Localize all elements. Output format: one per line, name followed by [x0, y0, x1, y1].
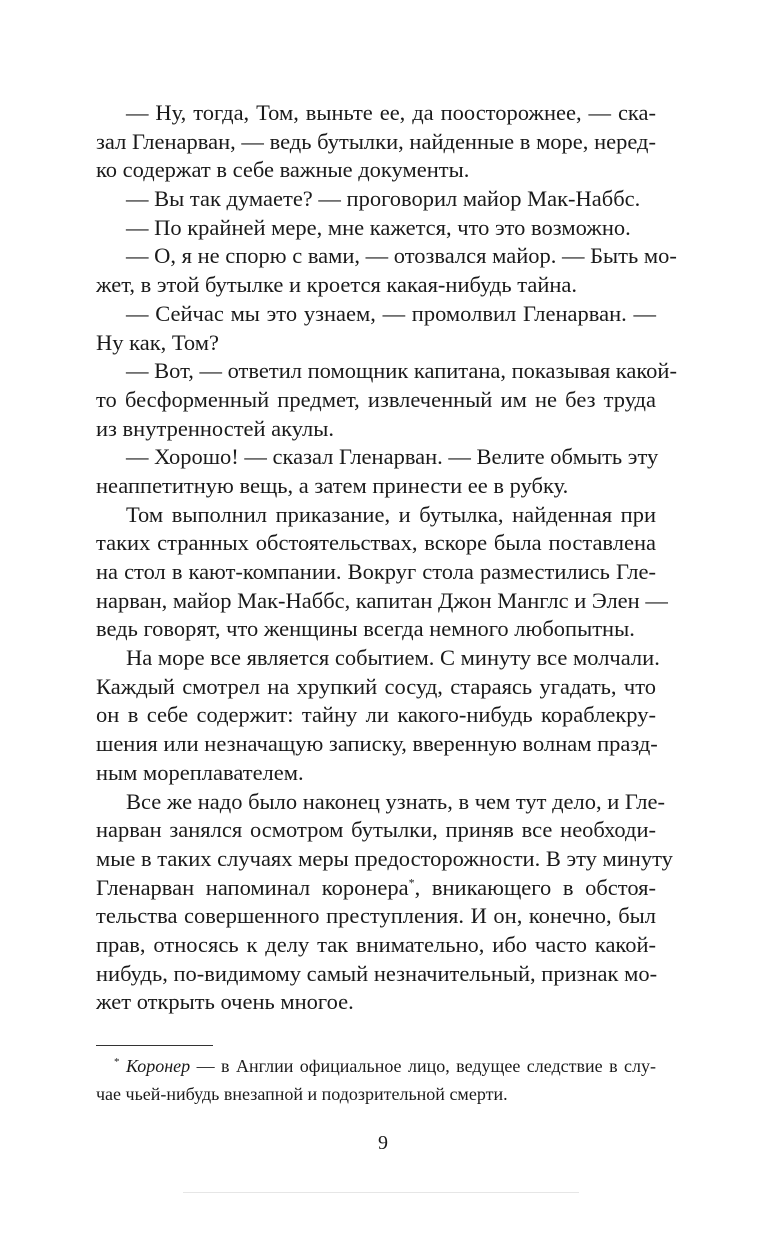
- text-line: мые в таких случаях меры предосторожности. В эту минуту: [96, 845, 673, 871]
- text-line: неаппетитную вещь, а затем принести ее в рубку.: [96, 472, 569, 498]
- text-line: прав, относясь к делу так внимательно, ибо часто какой-: [96, 931, 656, 957]
- text-line: Каждый смотрел на хрупкий сосуд, стараясь угадать, что: [96, 673, 656, 699]
- text-line: [96, 874, 656, 903]
- text-line: на стол в кают-компании. Вокруг стола разместились Гле-: [96, 559, 656, 584]
- text-line: На море все является событием. С минуту все молчали.: [126, 645, 660, 671]
- text-line: жет, в этой бутылке и кроется какая-нибудь тайна.: [96, 272, 578, 298]
- text-line: шения или незначащую записку, вверенную волнам празд-: [96, 731, 658, 757]
- text-line: нибудь, по-видимому самый незначительный, признак мо-: [96, 960, 658, 986]
- text-segment: , вникающего в обстоя-: [414, 874, 656, 900]
- text-line: — Вы так думаете? — проговорил майор Мак-Наббс.: [126, 186, 641, 212]
- text-line: Том выполнил приказание, и бутылка, найденная при: [126, 501, 656, 527]
- text-line: Ну как, Том?: [96, 329, 219, 355]
- text-segment: Гленарван напоминал коронера: [96, 874, 409, 900]
- text-line: Все же надо было наконец узнать, в чем тут дело, и Гле-: [126, 788, 665, 814]
- text-line: он в себе содержит: тайну ли какого-нибудь кораблекру-: [96, 702, 656, 728]
- text-line: жет открыть очень многое.: [96, 989, 354, 1015]
- footnote-reference[interactable]: *: [408, 875, 415, 890]
- text-line: — Вот, — ответил помощник капитана, показывая какой-: [126, 358, 677, 384]
- text-line: — Хорошо! — сказал Гленарван. — Велите обмыть эту: [126, 444, 659, 470]
- text-line: из внутренностей акулы.: [96, 415, 335, 441]
- footnote-line: чае чьей-нибудь внезапной и подозрительной смерти.: [96, 1084, 508, 1104]
- main-text: [96, 99, 677, 1017]
- footnote: [96, 1052, 656, 1108]
- text-line: тельства совершенного преступления. И он, конечно, был: [96, 903, 656, 929]
- footnote-definition: — в Англии официальное лицо, ведущее следствие в слу-: [190, 1056, 656, 1076]
- text-line: таких странных обстоятельствах, вскоре была поставлена: [96, 530, 656, 556]
- text-line: — Сейчас мы это узнаем, — промолвил Гленарван. —: [126, 300, 656, 326]
- bottom-divider: [183, 1192, 579, 1193]
- text-line: нарван занялся осмотром бутылки, приняв все необходи-: [96, 817, 656, 843]
- text-line: — Ну, тогда, Том, выньте ее, да поосторожнее, — ска-: [126, 100, 656, 125]
- footnote-line: [96, 1052, 656, 1080]
- text-line: ным мореплавателем.: [96, 759, 304, 785]
- text-line: зал Гленарван, — ведь бутылки, найденные в море, неред-: [96, 128, 656, 154]
- footnote-mark: *: [114, 1056, 120, 1068]
- text-line: ведь говорят, что женщины всегда немного любопытны.: [96, 616, 635, 642]
- page-number: 9: [378, 1132, 388, 1154]
- text-line: то бесформенный предмет, извлеченный им не без труда: [96, 386, 656, 412]
- text-line: — По крайней мере, мне кажется, что это возможно.: [126, 214, 631, 240]
- footnote-term: Коронер: [125, 1056, 191, 1076]
- text-line: ко содержат в себе важные документы.: [96, 157, 470, 183]
- footnote-divider: [96, 1045, 213, 1046]
- text-line: — О, я не спорю с вами, — отозвался майор. — Быть мо-: [126, 243, 677, 269]
- text-line: нарван, майор Мак-Наббс, капитан Джон Манглс и Элен —: [96, 587, 668, 613]
